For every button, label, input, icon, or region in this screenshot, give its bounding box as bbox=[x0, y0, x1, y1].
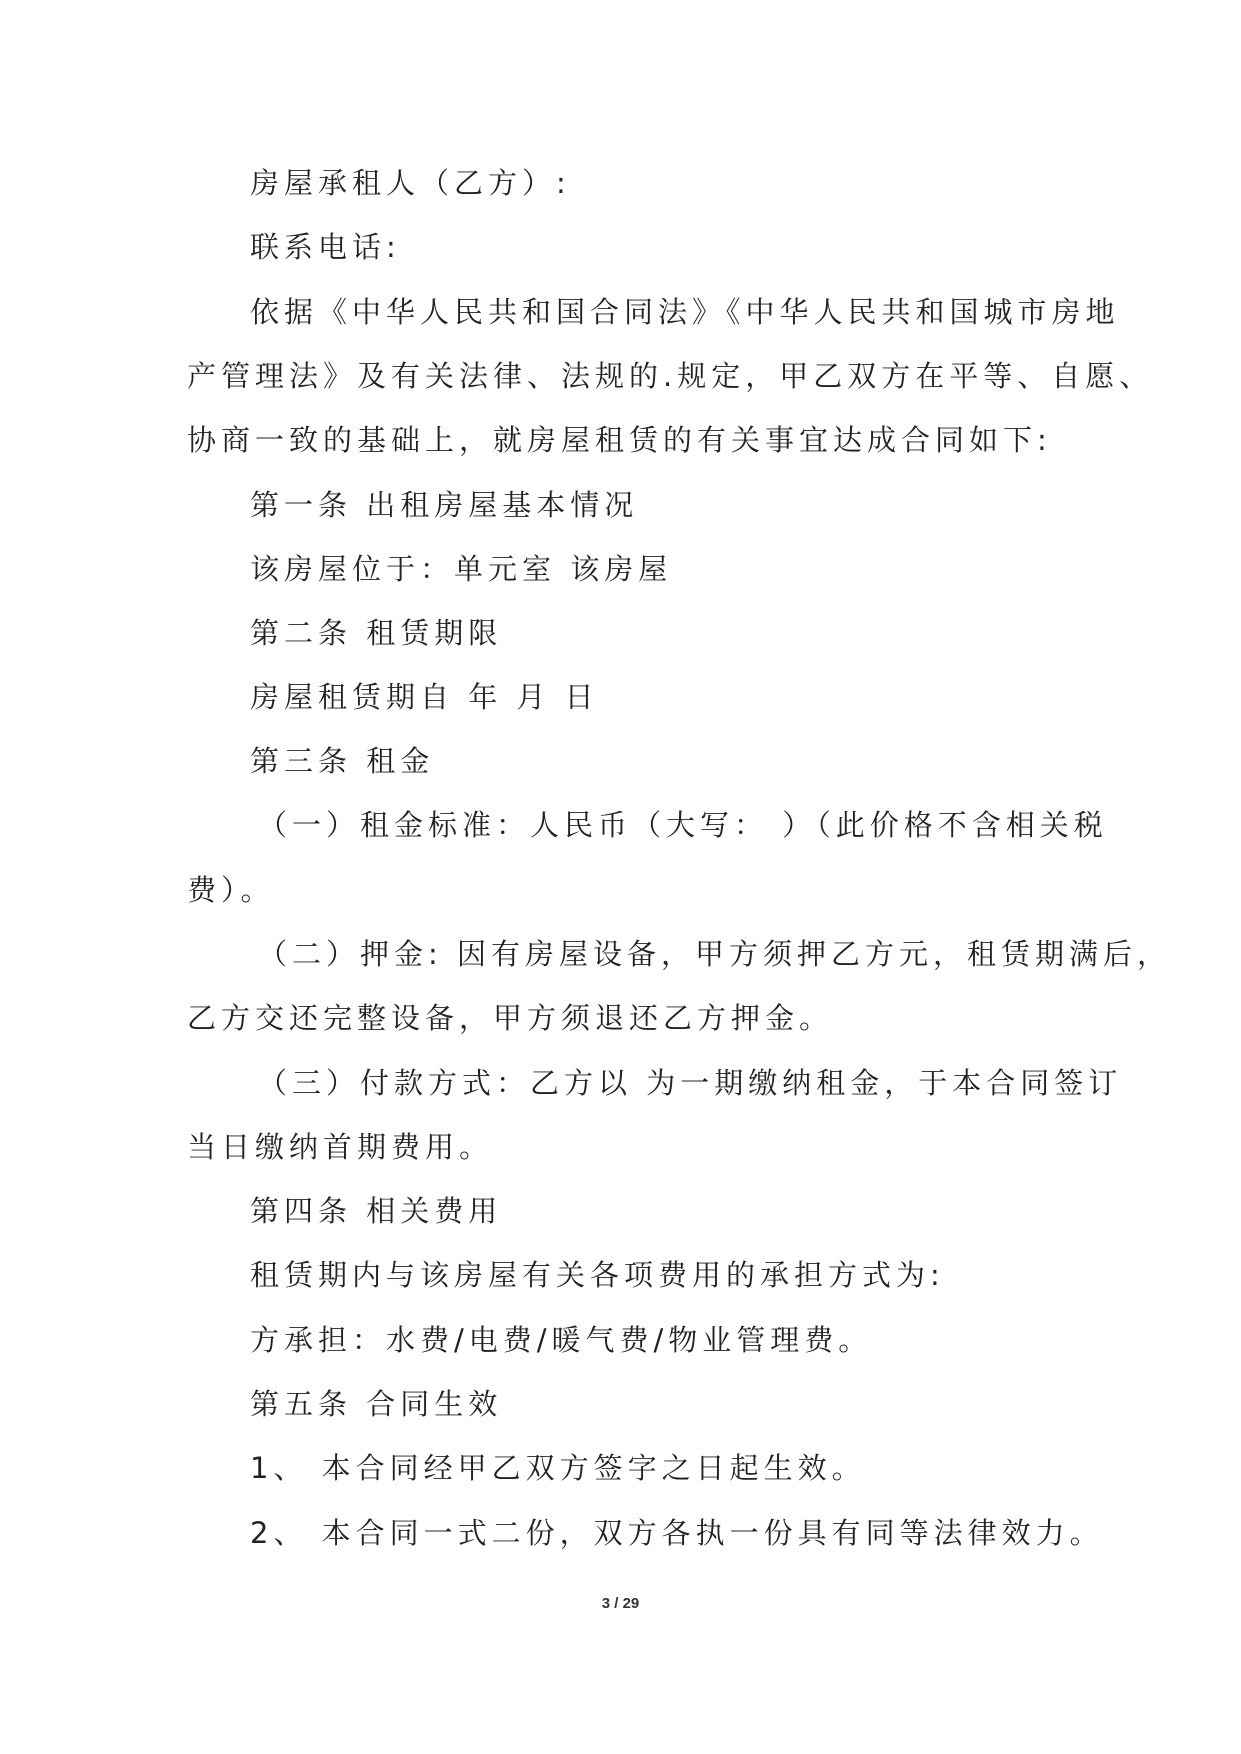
text-line-payment-1: （三）付款方式：乙方以 为一期缴纳租金，于本合同签订 bbox=[258, 1066, 1123, 1100]
article-1-heading: 第一条 出租房屋基本情况 bbox=[250, 488, 639, 522]
text-line-payment-2: 当日缴纳首期费用。 bbox=[187, 1130, 494, 1164]
text-line-term: 房屋租赁期自 年 月 日 bbox=[250, 680, 599, 714]
text-line-phone: 联系电话: bbox=[250, 230, 401, 264]
article-4-heading: 第四条 相关费用 bbox=[250, 1194, 503, 1228]
text-line-lessee: 房屋承租人（乙方）: bbox=[250, 166, 571, 200]
page-number: 3 / 29 bbox=[601, 1595, 640, 1612]
text-line-effect-1: 1、 本合同经甲乙双方签字之日起生效。 bbox=[250, 1451, 866, 1485]
text-line-effect-2: 2、 本合同一式二份，双方各执一份具有同等法律效力。 bbox=[250, 1516, 1104, 1550]
text-line-rent-standard-1: （一）租金标准：人民币（大写： ）（此价格不含相关税 bbox=[258, 808, 1108, 842]
text-line-basis-2: 产管理法》及有关法律、法规的.规定，甲乙双方在平等、自愿、 bbox=[187, 359, 1154, 393]
text-line-deposit-1: （二）押金: 因有房屋设备，甲方须押乙方元，租赁期满后， bbox=[258, 937, 1171, 971]
article-3-heading: 第三条 租金 bbox=[250, 744, 435, 778]
text-line-location: 该房屋位于：单元室 该房屋 bbox=[250, 552, 673, 586]
text-line-basis-1: 依据《中华人民共和国合同法》《中华人民共和国城市房地 bbox=[250, 295, 1120, 329]
text-line-fees: 租赁期内与该房屋有关各项费用的承担方式为: bbox=[250, 1258, 945, 1292]
text-line-basis-3: 协商一致的基础上，就房屋租赁的有关事宜达成合同如下: bbox=[187, 423, 1052, 457]
article-2-heading: 第二条 租赁期限 bbox=[250, 616, 503, 650]
text-line-rent-standard-2: 费）。 bbox=[187, 873, 275, 907]
text-line-deposit-2: 乙方交还完整设备，甲方须退还乙方押金。 bbox=[187, 1001, 834, 1035]
text-line-fees-bearer: 方承担：水费/电费/暖气费/物业管理费。 bbox=[250, 1323, 873, 1357]
article-5-heading: 第五条 合同生效 bbox=[250, 1387, 503, 1421]
